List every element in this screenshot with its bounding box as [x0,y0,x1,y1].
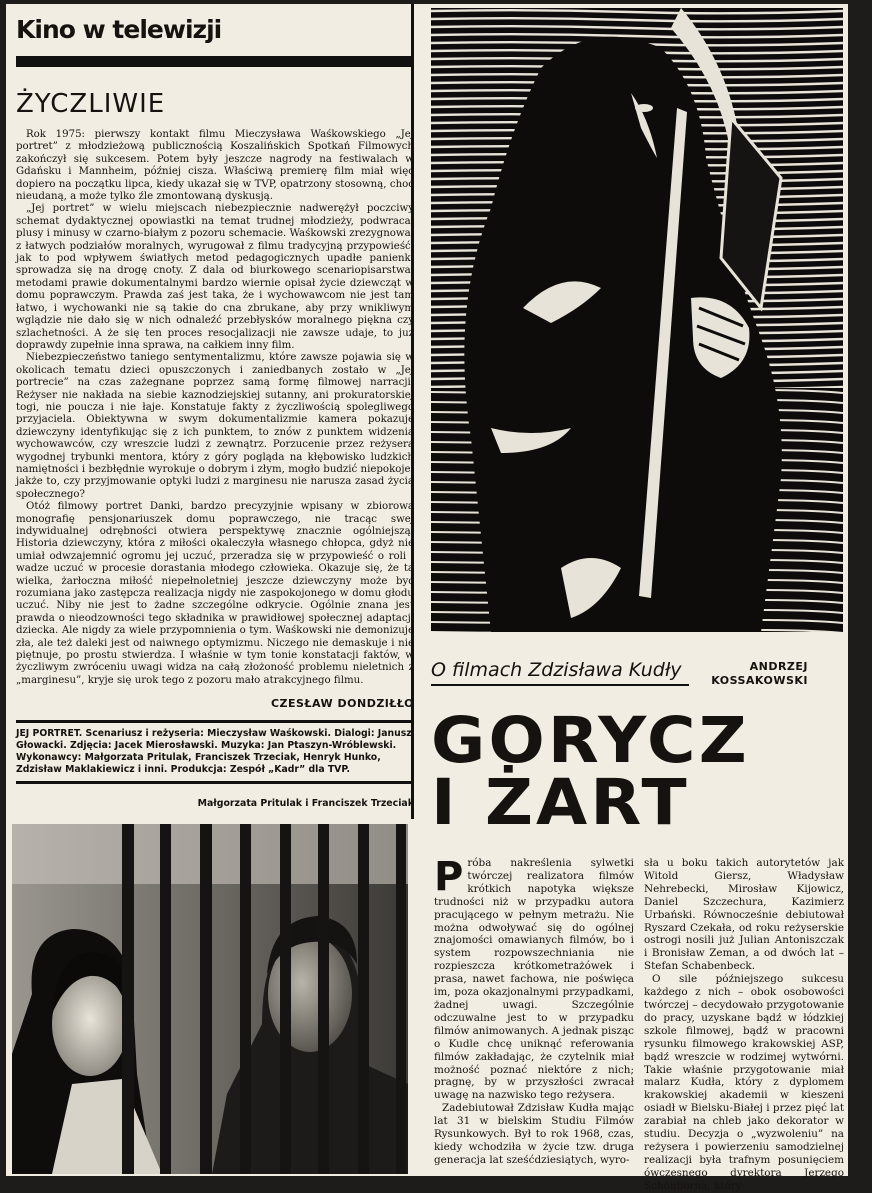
article2-author [711,660,808,688]
left-column [16,16,414,809]
author-first-name: ANDRZEJ [749,660,808,673]
paragraph: róba nakreślenia sylwetki twórczej realizatora filmów krótkich napotyka większe trudności niż w przypadku autora pracującego w pełnym metrażu. Nie można odwoływać się do ogólnej znajomości omawianych filmów, bo i system rozpowszechniania nie rozpieszcza krótkometrażówek i prasa, nawet fachowa, nie poświęca im, poza okazjonalnymi przypadkami, żadnej uwagi. Szczególnie odczuwalne jest to w przypadku filmów animowanych. A jednak pisząc o Kudle chcę uniknąć referowania filmów zakładając, że czytelnik miał możność poznać niektóre z nich; pragnę, by w przyszłości zwracał uwagę na nazwisko tego reżysera. [434,857,634,1102]
section-heading: Kino w telewizji [16,15,222,44]
subtitle-rule [431,684,689,686]
paragraph: „Jej portret” w wielu miejscach niebezpiecznie nadwerężył poczciwy schemat dydaktycznej opowiastki na temat trudnej młodzieży, podwracał plusy i minusy w czarno-białym z pozoru schemacie. Waśkowski zrezygnował z łatwych podziałów moralnych, wyrugował z filmu tradycyjną przypowieść, jak to pod wpływem światłych metod pedagogicznych upadłe panienki sprowadza się na drogę cnoty. Z dala od biurkowego scenariopisarstwa, metodami prawie dokumentalnymi bardzo wiernie opisał życie dziewcząt w domu poprawczym. Prawda zaś jest taka, że i wychowawcom nie jest tam łatwo, i wychowanki nie są takie do cna zbrukane, aby przy wnikliwym wglądzie nie dało się w nich odnaleźć przebłysków moralnego piękna czy szlachetności. A że się ten proces resocjalizacji nie zawsze udaje, to już doprawdy zupełnie inna sprawa, na całkiem inny film. [16,203,414,351]
paragraph: Zadebiutował Zdzisław Kudła mając lat 31 w bielskim Studiu Filmów Rysunkowych. Był to rok 1968, czas, kiedy wchodziła w życie tzw. druga generacja lat sześćdziesiątych, wyro- [434,1102,634,1166]
paragraph: O sile późniejszego sukcesu każdego z nich – obok osobowości twórczej – decydowało przygotowanie do pracy, uzyskane bądź w łódzkiej szkole filmowej, bądź w pracowni rysunku filmowego krakowskiej ASP, bądź wreszcie w rodzimej wytwórni. Takie właśnie przygotowanie miał malarz Kudła, który z dyplomem krakowskiej akademii w kieszeni osiadł w Bielsku-Białej i przez pięć lat zarabiał na chleb jako dekorator w studiu. Decyzja o „wyzwoleniu” na reżysera i powierzeniu samodzielnej realizacji była trafnym posunięciem ówczesnego dyrektora Jerzego Schönborna, który [644,973,844,1192]
paragraph: Otóż filmowy portret Danki, bardzo precyzyjnie wpisany w zbiorową monografię pensjonariuszek domu poprawczego, nie tracąc swej indywidualnej odrębności otwiera perspektywę znacznie ogólniejszą. Historia dziewczyny, która z miłości okaleczyła własnego chłopca, gdyż nie umiał odwzajemnić ogromu jej uczuć, przeradza się w przypowieść o roli i wadze uczuć w procesie dorastania młodego człowieka. Okazuje się, że ta wielka, żarłoczna miłość niepełnoletniej jeszcze dziewczyny może być rozumiana jako zastępcza realizacja nigdy nie zaspokojonego w domu głodu uczuć. Niby nie jest to żadne szczególne odkrycie. Ogólnie znana jest prawda o nieodzowności tego składnika w prawidłowej społecznej adaptacji dziecka. Ale nigdy za wiele przypomnienia o tym. Waśkowski nie demonizuje zła, ale też daleki jest od naiwnego optymizmu. Niczego nie demaskuje i nie piętnuje, po prostu stwierdza. I właśnie w tym tonie konstatacji faktów, w życzliwym zwróceniu uwagi widza na całą złożoność problemu nieletnich z „marginesu”, kryje się urok tego z pozoru mało atrakcyjnego filmu. [16,501,414,686]
author-last-name: KOSSAKOWSKI [711,674,808,687]
article2-title [431,704,872,839]
film-credits: JEJ PORTRET. Scenariusz i reżyseria: Mieczysław Waśkowski. Dialogi: Janusz Głowacki. Zdjęcia: Jacek Mierosławski. Muzyka: Jan Ptaszyn-Wróblewski. Wykonawcy: Małgorzata Pritulak, Franciszek Trzeciak, Henryk Hunko, Zdzisław Maklakiewicz i inni. Produkcja: Zespół „Kadr” dla TVP. [16,720,414,784]
article-subtitle: O filmach Zdzisława Kudły [431,659,682,681]
woodcut-illustration [431,8,843,632]
heading-bar [16,56,412,67]
text-column-2 [644,857,844,1192]
article-title: ŻYCZLIWIE [16,89,166,119]
drop-cap: P [434,854,464,900]
paragraph: Rok 1975: pierwszy kontakt filmu Mieczysława Waśkowskiego „Jej portret” z młodzieżową publicznością Koszalińskich Spotkań Filmowych zakończył się sukcesem. Potem były jeszcze nagrody na festiwalach w Gdańsku i Mannheim, później cisza. Właściwą premierę film miał więc dopiero na początku lipca, kiedy ukazał się w TVP, opatrzony stosowną, choć nieudaną, a może tylko źle zmontowaną dyskusją. [16,129,414,203]
article-body [16,129,414,687]
paragraph: sła u boku takich autorytetów jak Witold Giersz, Władysław Nehrebecki, Mirosław Kijowicz, Daniel Szczechura, Kazimierz Urbański. Równocześnie debiutował Ryszard Czekała, od roku reżyserskie ostrogi nosili już Julian Antoniszczak i Bronisław Zeman, a od dwóch lat – Stefan Schabenbeck. [644,857,844,973]
title-line-2: I ŻART [431,766,690,839]
article2-body [434,854,844,1192]
article-author: CZESŁAW DONDZIŁŁO [270,697,414,711]
text-column-1 [434,854,634,1175]
photo-caption: Małgorzata Pritulak i Franciszek Trzeciak [197,798,414,810]
hooded-figure-image [431,8,843,632]
title-line-1: GORYCZ [431,704,750,777]
magazine-page [6,4,848,1192]
paragraph: Niebezpieczeństwo taniego sentymentalizmu, które zawsze pojawia się w okolicach tematu dzieci opuszczonych i zaniedbanych zostało w „Jej portrecie” na czas zażegnane poprzez samą formę filmowej narracji. Reżyser nie nakłada na siebie kaznodziejskiej sutanny, ani prokuratorskiej togi, nie poucza i nie łaje. Konstatuje fakty z życzliwością spolegliwego przyjaciela. Obiektywna w swym dokumentalizmie kamera pokazuje dziewczyny identyfikując się z ich punktem, to znów z punktem widzenia wychowawców, czy wreszcie ludzi z zewnątrz. Porzucenie przez reżysera wygodnej trybunki mentora, który z góry pogląda na kłębowisko ludzkich namiętności i bezbłędnie wyrokuje o dobrym i złym, mogło budzić niepokoje: jakże to, czy przyjmowanie optyki ludzi z marginesu nie narusza zasad życia społecznego? [16,352,414,500]
film-still-photo [12,824,408,1174]
paragraph-with-dropcap [434,854,634,1102]
film-still-image [12,824,408,1174]
